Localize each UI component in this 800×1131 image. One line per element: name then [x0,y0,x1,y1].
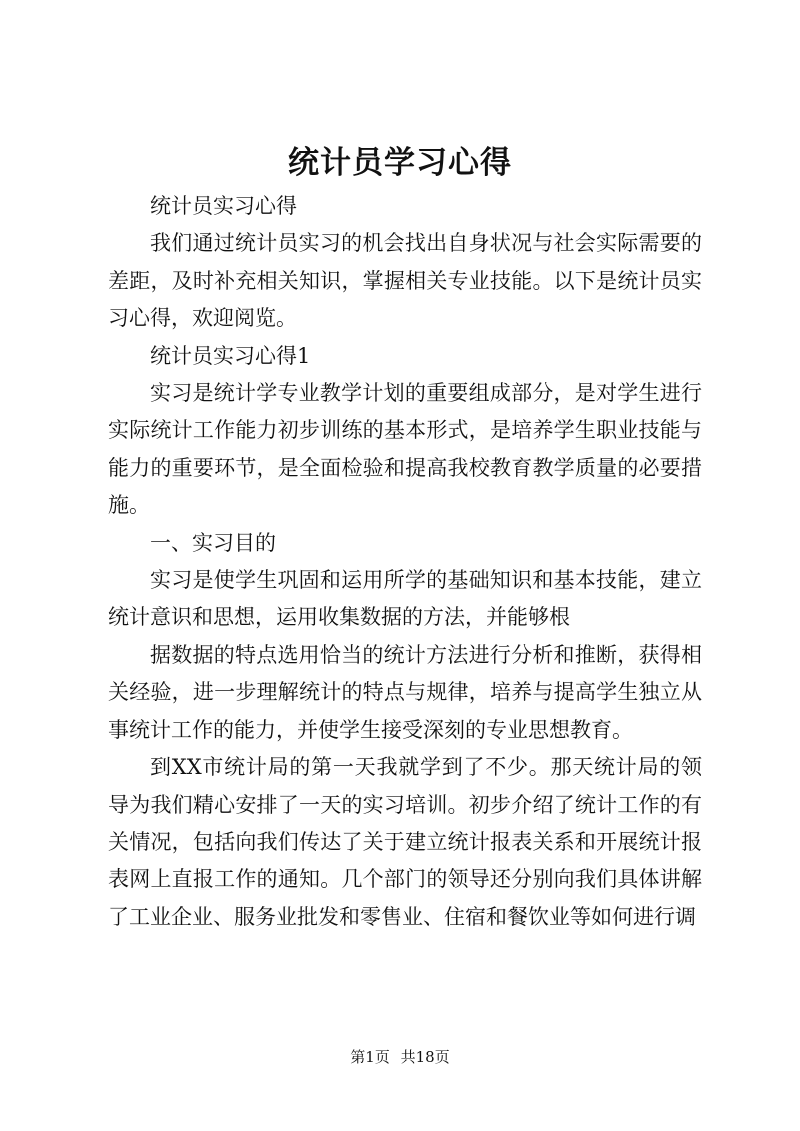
page-number: 第1页 [350,1048,390,1066]
paragraph-subtitle: 统计员实习心得 [150,194,297,218]
paragraph-purpose-1: 实习是使学生巩固和运用所学的基础知识和基本技能，建立统计意识和思想，运用收集数据的方法，并能够根 [108,568,702,630]
paragraph-internship-definition: 实习是统计学专业教学计划的重要组成部分，是对学生进行实际统计工作能力初步训练的基本形式，是培养学生职业技能与能力的重要环节，是全面检验和提高我校教育教学质量的必要措施。 [108,381,702,518]
paragraph-purpose-heading: 一、实习目的 [150,530,276,555]
page-total: 共18页 [400,1048,450,1066]
page-footer [0,1046,800,1068]
document-body [108,188,702,936]
paragraph-intro: 我们通过统计员实习的机会找出自身状况与社会实际需要的差距，及时补充相关知识，掌握相关专业技能。以下是统计员实习心得，欢迎阅览。 [108,231,702,331]
paragraph-purpose-2: 据数据的特点选用恰当的统计方法进行分析和推断，获得相关经验，进一步理解统计的特点与规律，培养与提高学生独立从事统计工作的能力，并使学生接受深刻的专业思想教育。 [108,642,702,742]
paragraph-first-day: 到XX市统计局的第一天我就学到了不少。那天统计局的领导为我们精心安排了一天的实习培训。初步介绍了统计工作的有关情况，包括向我们传达了关于建立统计报表关系和开展统计报表网上直报工作的通知。几个部门的领导还分别向我们具体讲解了工业企业、服务业批发和零售业、住宿和餐饮业等如何进行调 [108,755,702,929]
paragraph-section-heading: 统计员实习心得1 [150,343,311,368]
document-title: 统计员学习心得 [288,145,512,181]
